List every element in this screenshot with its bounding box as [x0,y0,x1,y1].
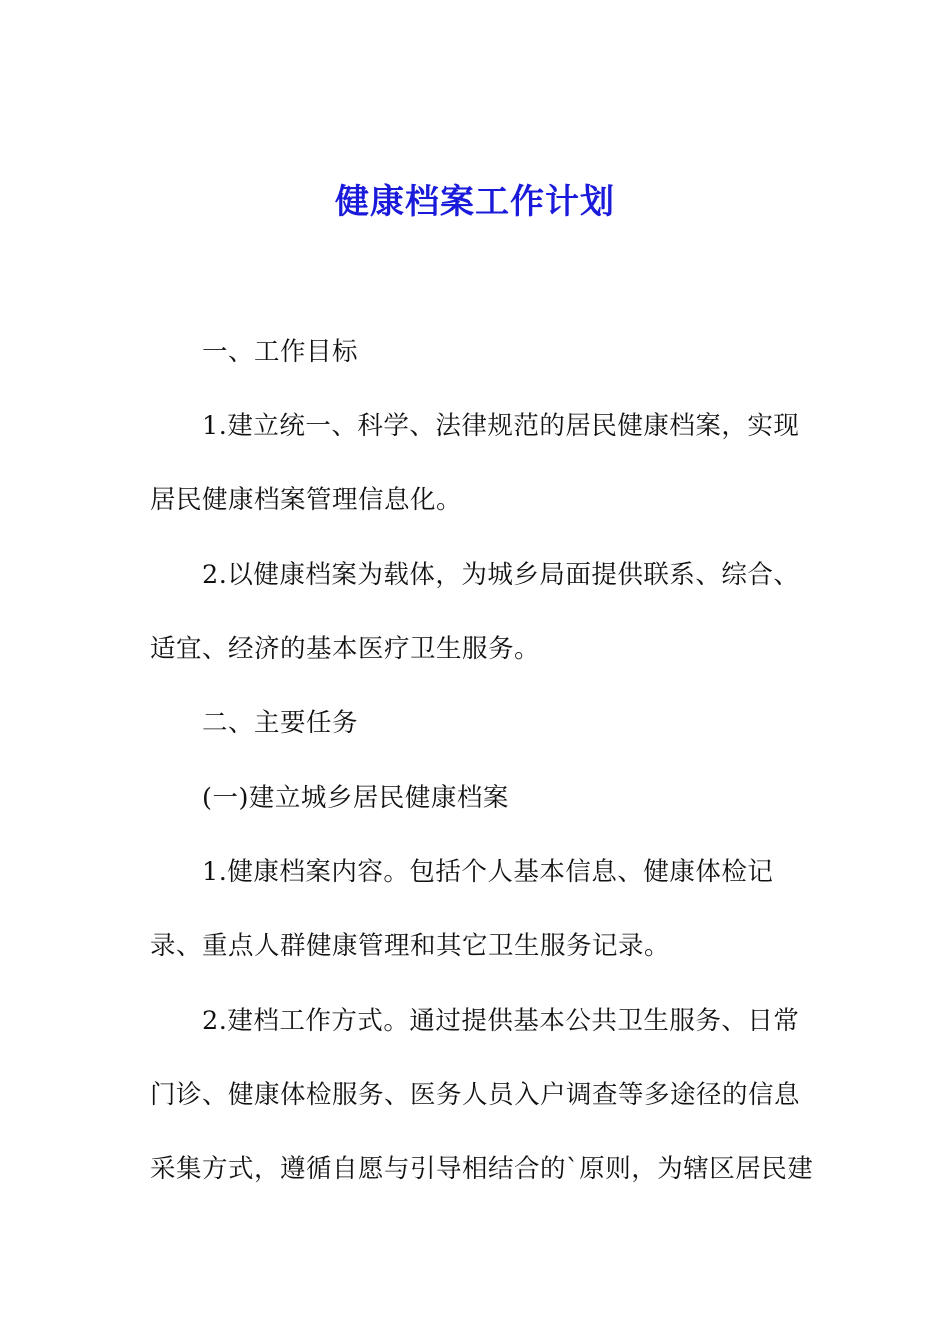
paragraph-line: 门诊、健康体检服务、医务人员入户调查等多途径的信息 [150,1080,801,1110]
section-heading-work-goals: 一、工作目标 [202,337,359,367]
paragraph-line: 2.建档工作方式。通过提供基本公共卫生服务、日常 [202,1006,800,1036]
paragraph-line: 采集方式，遵循自愿与引导相结合的`原则，为辖区居民建 [150,1154,814,1184]
subsection-heading: (一)建立城乡居民健康档案 [202,783,509,813]
paragraph-line: 录、重点人群健康管理和其它卫生服务记录。 [150,931,671,961]
paragraph-line: 2.以健康档案为载体，为城乡局面提供联系、综合、 [202,560,800,590]
paragraph-line: 居民健康档案管理信息化。 [150,485,463,515]
section-heading-main-tasks: 二、主要任务 [202,708,359,738]
paragraph-line: 1.健康档案内容。包括个人基本信息、健康体检记 [202,857,774,887]
document-title: 健康档案工作计划 [335,182,615,222]
paragraph-line: 适宜、经济的基本医疗卫生服务。 [150,634,541,664]
paragraph-line: 1.建立统一、科学、法律规范的居民健康档案，实现 [202,411,800,441]
